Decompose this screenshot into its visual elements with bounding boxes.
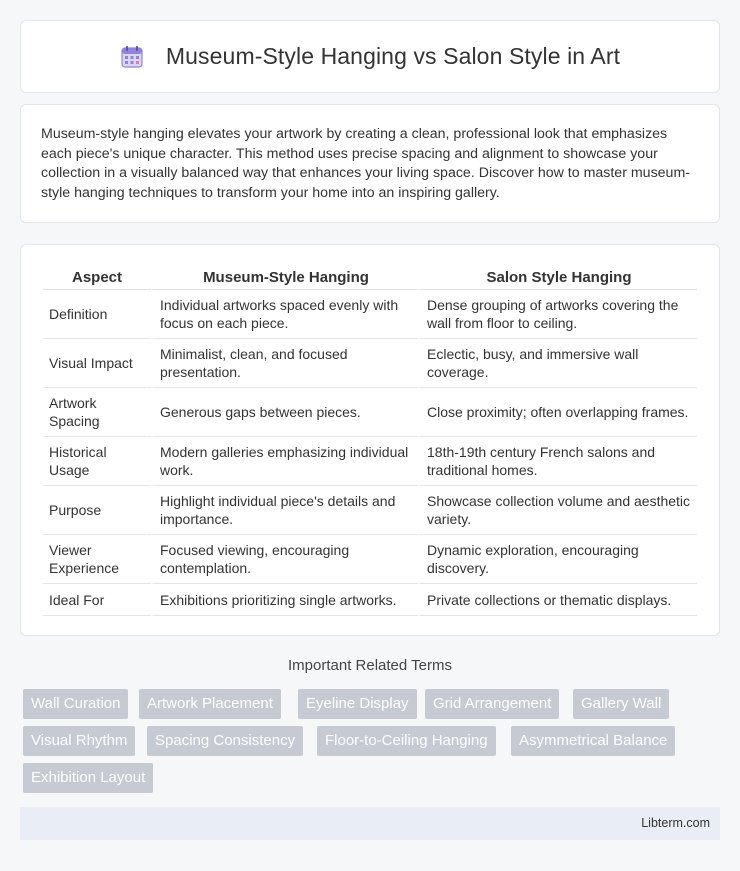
related-term-tag[interactable]: Asymmetrical Balance [511,726,675,756]
related-term-tag[interactable]: Floor-to-Ceiling Hanging [317,726,496,756]
cell-salon: Showcase collection volume and aesthetic variety. [418,486,697,535]
cell-aspect: Artwork Spacing [43,388,151,437]
cell-aspect: Historical Usage [43,437,151,486]
related-terms-heading: Important Related Terms [288,657,452,674]
cell-salon: 18th-19th century French salons and traditional homes. [418,437,697,486]
calendar-icon [120,45,144,69]
related-term-tag[interactable]: Eyeline Display [298,689,417,719]
cell-salon: Dynamic exploration, encouraging discovery. [418,535,697,584]
cell-museum: Modern galleries emphasizing individual work. [151,437,418,486]
table-row [43,290,697,339]
cell-museum: Highlight individual piece's details and importance. [151,486,418,535]
table-row [43,584,697,616]
cell-salon: Dense grouping of artworks covering the wall from floor to ceiling. [418,290,697,339]
footer-site-link[interactable]: Libterm.com [641,816,710,830]
related-term-tag[interactable]: Visual Rhythm [23,726,135,756]
header-aspect: Aspect [43,266,151,290]
intro-paragraph: Museum-style hanging elevates your artwork by creating a clean, professional look that emphasizes each piece's unique character. This method uses precise spacing and alignment to showcase your collection in a visually balanced way that enhances your living space. Discover how to master museum-style hanging techniques to transform your home into an inspiring gallery. [41,126,690,201]
table-row [43,339,697,388]
related-term-tag[interactable]: Spacing Consistency [147,726,303,756]
table-row [43,437,697,486]
cell-museum: Minimalist, clean, and focused presentation. [151,339,418,388]
header-salon: Salon Style Hanging [418,266,697,290]
intro-card [20,104,720,223]
header-museum: Museum-Style Hanging [151,266,418,290]
table-header-row [43,266,697,290]
related-term-tag[interactable]: Artwork Placement [139,689,281,719]
cell-aspect: Ideal For [43,584,151,616]
related-term-tag[interactable]: Gallery Wall [573,689,669,719]
related-term-tag[interactable]: Exhibition Layout [23,763,153,793]
cell-aspect: Purpose [43,486,151,535]
footer [20,807,720,840]
cell-museum: Exhibitions prioritizing single artworks. [151,584,418,616]
title-card [20,20,720,93]
related-term-tag[interactable]: Wall Curation [23,689,128,719]
cell-aspect: Viewer Experience [43,535,151,584]
comparison-table-card [20,244,720,636]
comparison-table [43,266,697,616]
table-row [43,535,697,584]
cell-salon: Private collections or thematic displays. [418,584,697,616]
cell-aspect: Definition [43,290,151,339]
cell-aspect: Visual Impact [43,339,151,388]
cell-salon: Eclectic, busy, and immersive wall coverage. [418,339,697,388]
cell-museum: Generous gaps between pieces. [151,388,418,437]
table-row [43,388,697,437]
cell-salon: Close proximity; often overlapping frames. [418,388,697,437]
cell-museum: Individual artworks spaced evenly with focus on each piece. [151,290,418,339]
cell-museum: Focused viewing, encouraging contemplation. [151,535,418,584]
table-row [43,486,697,535]
related-term-tag[interactable]: Grid Arrangement [425,689,559,719]
page-title: Museum-Style Hanging vs Salon Style in Art [165,43,621,69]
